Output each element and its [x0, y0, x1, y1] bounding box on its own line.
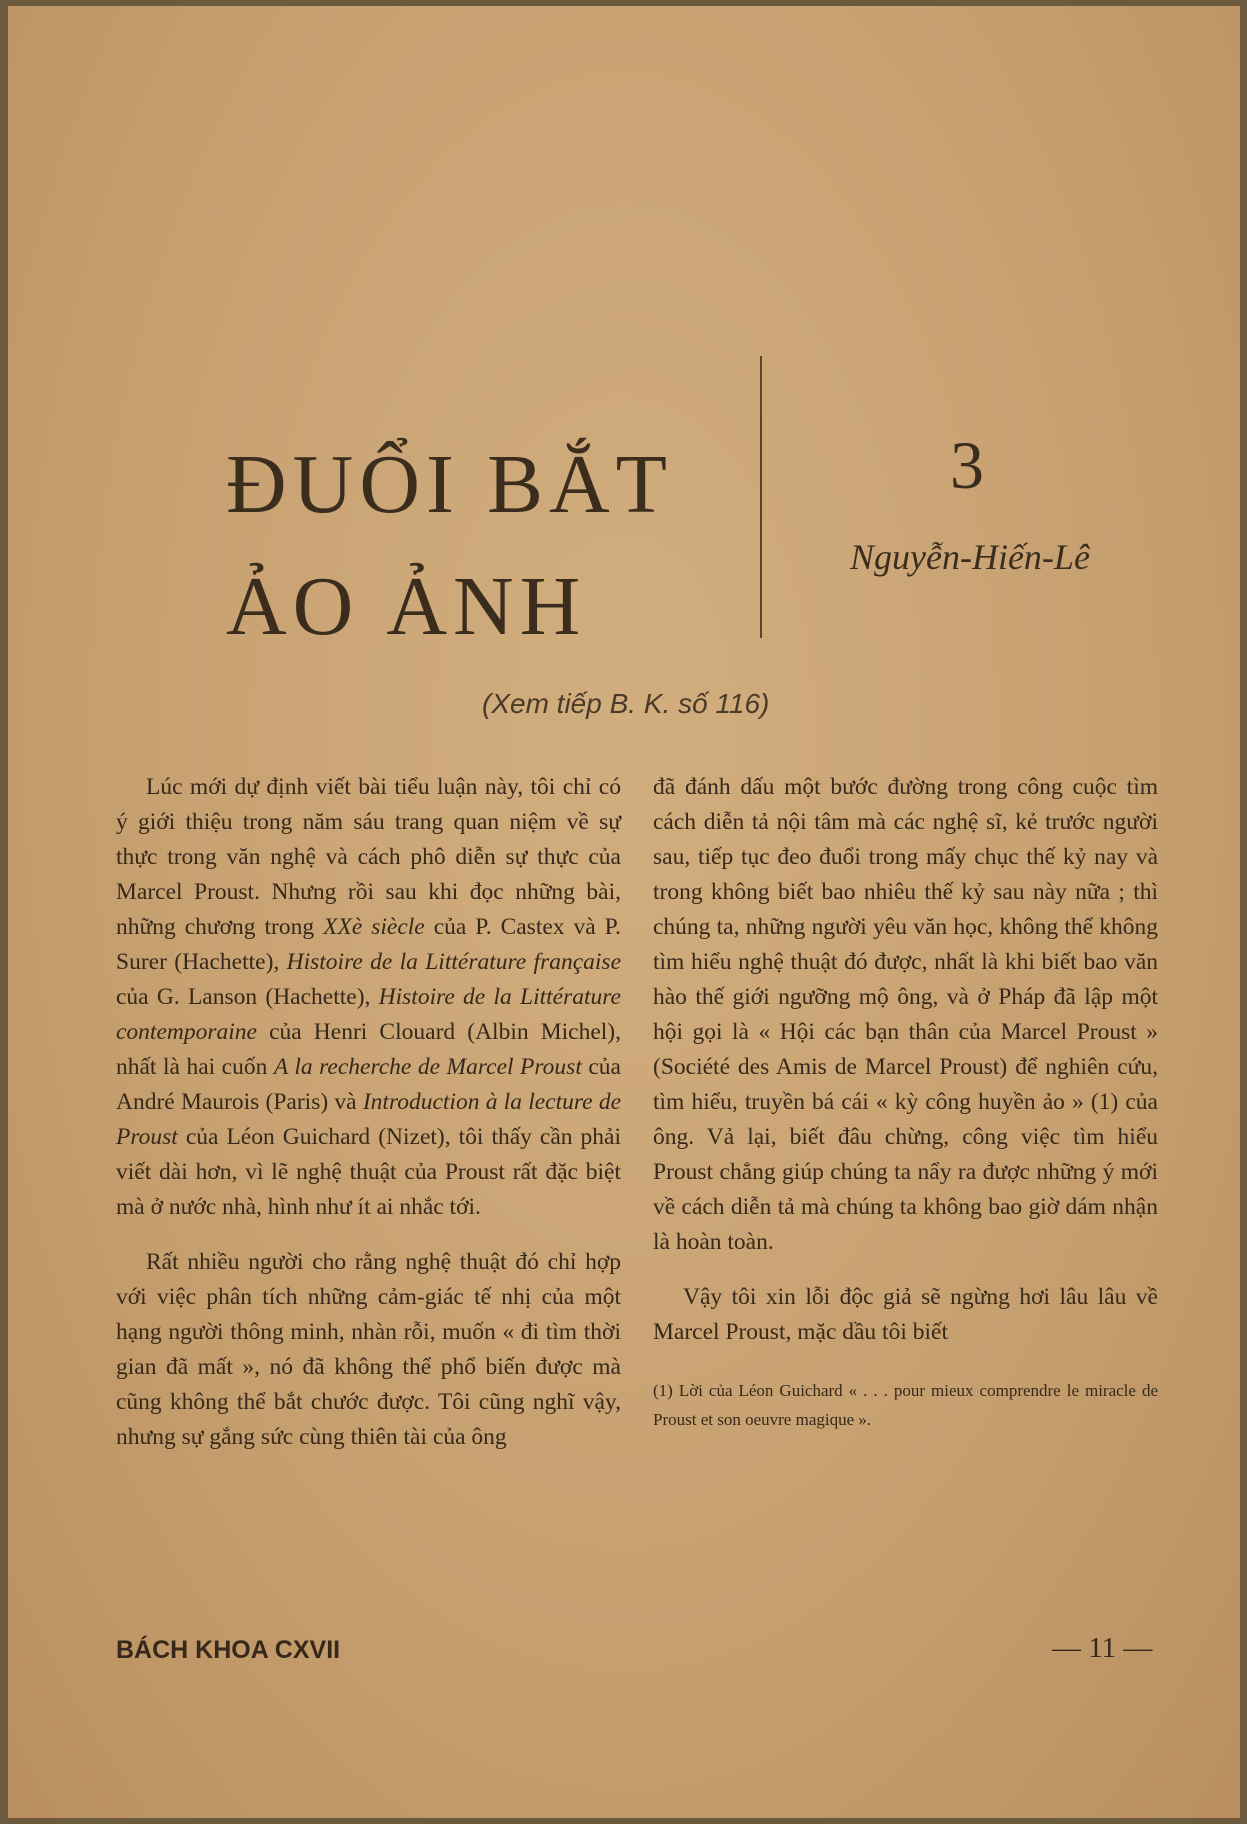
left-paragraph-1: [116, 770, 621, 1225]
author-signature: Nguyễn-Hiến-Lê: [850, 537, 1090, 577]
right-paragraph-1: đã đánh dấu một bước đường trong công cuộc tìm cách diễn tả nội tâm mà các nghệ sĩ, kẻ trước người sau, tiếp tục đeo đuổi trong mấy chục thế kỷ nay và trong không biết bao nhiêu thế kỷ sau này nữa ; thì chúng ta, những người yêu văn học, không thể không tìm hiểu nghệ thuật đó được, nhất là khi biết bao văn hào thế giới ngưỡng mộ ông, và ở Pháp đã lập một hội gọi là « Hội các bạn thân của Marcel Proust » (Société des Amis de Marcel Proust) để nghiên cứu, tìm hiểu, truyền bá cái « kỳ công huyền ảo » (1) của ông. Vả lại, biết đâu chừng, công việc tìm hiểu Proust chẳng giúp chúng ta nẩy ra được những ý mới về cách diễn tả mà chúng ta không bao giờ dám nhận là hoàn toàn.: [653, 774, 1158, 1255]
magazine-name: BÁCH KHOA CXVII: [116, 1636, 341, 1664]
right-paragraph-2: Vậy tôi xin lỗi độc giả sẽ ngừng hơi lâu lâu về Marcel Proust, mặc dầu tôi biết: [653, 1284, 1158, 1345]
book-title: Histoire de la Littérature contemporaine: [116, 984, 621, 1045]
text-run: của Léon Guichard (Nizet), tôi thấy cần phải viết dài hơn, vì lẽ nghệ thuật của Proust rất đặc biệt mà ở nước nhà, hình như ít ai nhắc tới.: [116, 1124, 621, 1220]
text-run: của Henri Clouard (Albin Michel), nhất là hai cuốn: [116, 1019, 621, 1080]
footnote: (1) Lời của Léon Guichard « . . . pour mieux comprendre le miracle de Proust et son oeuvre magique ».: [653, 1381, 1158, 1429]
continuation-reference: (Xem tiếp B. K. số 116): [482, 688, 770, 719]
text-run: của G. Lanson (Hachette),: [116, 984, 379, 1010]
right-column: [653, 770, 1158, 1434]
title-line-1: ĐUỔI BẮT: [226, 438, 673, 531]
left-paragraph-2: Rất nhiều người cho rằng nghệ thuật đó chỉ hợp với việc phân tích những cảm-giác tế nhị của một hạng người thông minh, nhàn rỗi, muốn « đi tìm thời gian đã mất », nó đã không thể phổ biến được mà cũng không thể bắt chước được. Tôi cũng nghĩ vậy, nhưng sự gắng sức cùng thiên tài của ông: [116, 1249, 621, 1450]
book-title: Histoire de la Littérature française: [286, 949, 621, 975]
left-column: [116, 770, 621, 1455]
title-line-2: ẢO ẢNH: [226, 560, 587, 653]
title-divider: [760, 356, 762, 638]
page-number: — 11 —: [1052, 1632, 1153, 1664]
book-title: A la recherche de Marcel Proust: [273, 1054, 582, 1080]
page: [8, 6, 1240, 1818]
text-run: của P. Castex và P. Surer (Hachette),: [116, 914, 622, 975]
issue-number: 3: [950, 427, 984, 503]
book-title: Introduction à la lecture de Proust: [116, 1089, 621, 1150]
text-run: Lúc mới dự định viết bài tiểu luận này, tôi chỉ có ý giới thiệu trong năm sáu trang quan niệm về sự thực trong văn nghệ và cách phô diễn sự thực của Marcel Proust. Nhưng rồi sau khi đọc những bài, những chương trong: [116, 774, 621, 940]
text-run: của André Maurois (Paris) và: [116, 1054, 621, 1115]
book-title: XXè siècle: [323, 914, 425, 940]
